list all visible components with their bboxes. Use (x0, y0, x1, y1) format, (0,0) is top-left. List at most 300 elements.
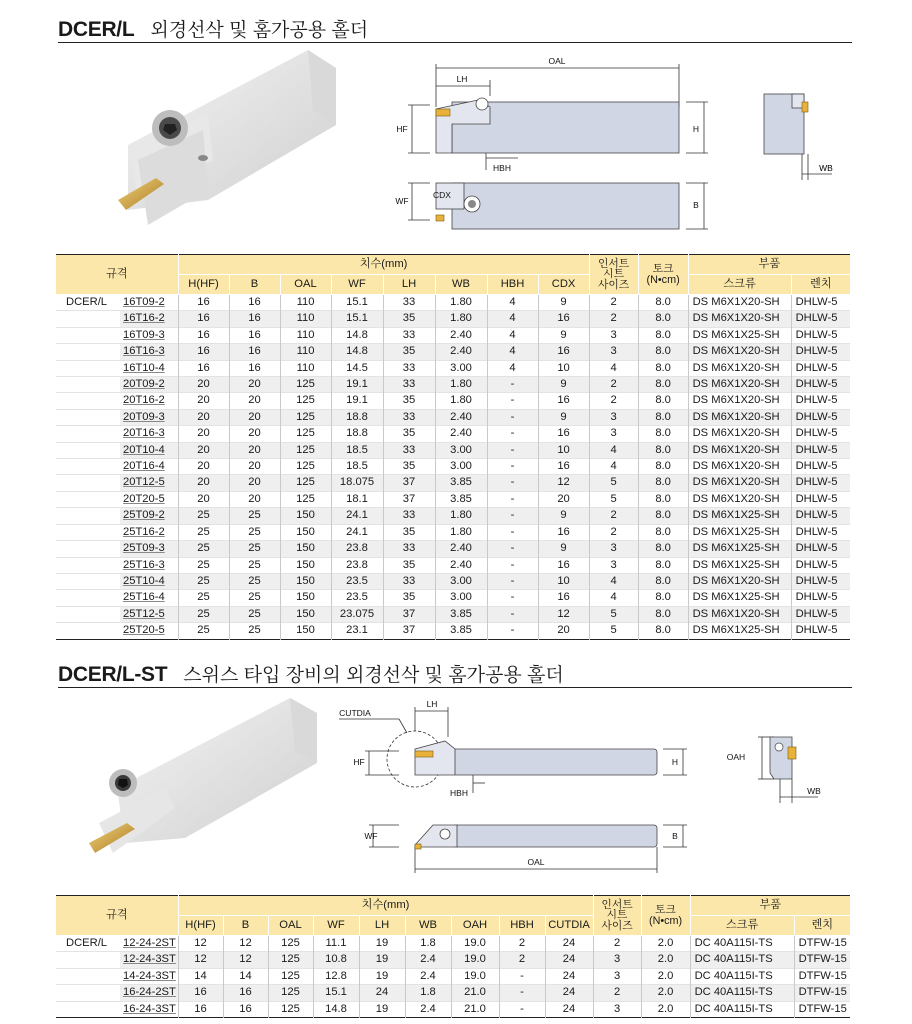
h-cell: 25 (178, 524, 229, 540)
hbh-cell: - (487, 459, 538, 475)
designation-cell: 20T12-5 (120, 475, 178, 491)
wf-cell: 19.1 (331, 377, 383, 393)
torque-cell: 8.0 (638, 557, 688, 573)
screw-cell: DC 40A115I-TS (690, 936, 794, 952)
wf-cell: 14.8 (331, 327, 383, 343)
b-cell: 25 (229, 557, 280, 573)
insert-cell: 2 (589, 295, 638, 311)
wf-cell: 23.5 (331, 590, 383, 606)
cdx-cell: 16 (538, 311, 589, 327)
lh-cell: 35 (383, 311, 435, 327)
designation-cell: 25T16-4 (120, 590, 178, 606)
series-cell (56, 327, 120, 343)
insert-cell: 3 (589, 541, 638, 557)
cdx-cell: 20 (538, 623, 589, 639)
torque-cell: 8.0 (638, 426, 688, 442)
screw-cell: DS M6X1X20-SH (688, 459, 791, 475)
oal-cell: 110 (280, 344, 331, 360)
lh-cell: 37 (383, 475, 435, 491)
insert-cell: 3 (589, 426, 638, 442)
lh-cell: 35 (383, 393, 435, 409)
designation-cell: 20T10-4 (120, 442, 178, 458)
b-cell: 25 (229, 541, 280, 557)
st-dim-label-wb: WB (807, 786, 821, 796)
b-cell: 16 (223, 1001, 268, 1017)
screw-cell: DS M6X1X20-SH (688, 311, 791, 327)
table-row (56, 311, 850, 327)
insert-cell: 4 (589, 459, 638, 475)
torque-cell: 2.0 (641, 985, 690, 1001)
oal-cell: 150 (280, 541, 331, 557)
h-cell: 16 (178, 344, 229, 360)
torque-cell: 8.0 (638, 360, 688, 376)
h-cell: 20 (178, 409, 229, 425)
table-row (56, 327, 850, 343)
st-header-hbh: HBH (499, 916, 545, 936)
st-header-wb: WB (405, 916, 451, 936)
dim-label-wb: WB (819, 163, 833, 173)
oal-cell: 110 (280, 327, 331, 343)
header-b: B (229, 275, 280, 295)
lh-cell: 35 (383, 524, 435, 540)
wf-cell: 14.8 (331, 344, 383, 360)
screw-cell: DS M6X1X20-SH (688, 426, 791, 442)
insert-cell: 2 (589, 508, 638, 524)
st-header-wf: WF (313, 916, 359, 936)
dcer-holder-product-image (108, 50, 348, 250)
table-row (56, 475, 850, 491)
torque-cell: 8.0 (638, 623, 688, 639)
designation-cell: 16T10-4 (120, 360, 178, 376)
series-cell (56, 442, 120, 458)
cdx-cell: 12 (538, 475, 589, 491)
wb-cell: 3.85 (435, 623, 487, 639)
torque-cell: 8.0 (638, 295, 688, 311)
h-cell: 16 (178, 295, 229, 311)
hbh-cell: 4 (487, 327, 538, 343)
oal-cell: 125 (280, 459, 331, 475)
lh-cell: 37 (383, 491, 435, 507)
b-cell: 25 (229, 524, 280, 540)
torque-cell: 8.0 (638, 524, 688, 540)
wrench-cell: DTFW-15 (794, 985, 850, 1001)
insert-cell: 2 (589, 524, 638, 540)
oal-cell: 125 (280, 491, 331, 507)
torque-cell: 8.0 (638, 573, 688, 589)
h-cell: 25 (178, 590, 229, 606)
series-cell (56, 508, 120, 524)
series-cell: DCER/L (66, 937, 108, 949)
st-header-torque: 토크 (N•cm) (641, 896, 690, 936)
wrench-cell: DHLW-5 (791, 311, 850, 327)
series-cell (56, 590, 120, 606)
dim-label-b: B (693, 200, 699, 210)
h-cell: 20 (178, 475, 229, 491)
cdx-cell: 9 (538, 327, 589, 343)
insert-cell: 2 (589, 311, 638, 327)
header-screw: 스크류 (688, 275, 791, 295)
wrench-cell: DHLW-5 (791, 409, 850, 425)
table-row (56, 952, 850, 968)
torque-cell: 8.0 (638, 491, 688, 507)
wf-cell: 15.1 (331, 311, 383, 327)
cdx-cell: 10 (538, 442, 589, 458)
screw-cell: DS M6X1X20-SH (688, 393, 791, 409)
oal-cell: 150 (280, 557, 331, 573)
wrench-cell: DHLW-5 (791, 606, 850, 622)
wf-cell: 23.8 (331, 557, 383, 573)
insert-cell: 2 (589, 377, 638, 393)
h-cell: 16 (178, 985, 223, 1001)
oal-cell: 150 (280, 606, 331, 622)
torque-cell: 8.0 (638, 606, 688, 622)
table-row (56, 590, 850, 606)
designation-cell: 14-24-3ST (120, 968, 178, 984)
wb-cell: 2.4 (405, 968, 451, 984)
wrench-cell: DTFW-15 (798, 969, 847, 982)
insert-cell: 4 (589, 442, 638, 458)
designation-cell: 16T09-3 (120, 327, 178, 343)
h-cell: 20 (178, 426, 229, 442)
h-cell: 12 (178, 936, 223, 952)
wrench-cell: DHLW-5 (795, 427, 838, 440)
screw-cell: DC 40A115I-TS (690, 968, 794, 984)
hbh-cell: - (487, 573, 538, 589)
screw-cell: DS M6X1X20-SH (688, 606, 791, 622)
torque-cell: 2.0 (641, 952, 690, 968)
hbh-cell: - (487, 557, 538, 573)
wb-cell: 1.80 (435, 524, 487, 540)
h-cell: 16 (178, 311, 229, 327)
header-dimensions: 치수(mm) (178, 255, 589, 275)
screw-cell: DS M6X1X25-SH (688, 524, 791, 540)
wf-cell: 10.8 (313, 952, 359, 968)
cdx-cell: 16 (538, 524, 589, 540)
wb-cell: 3.00 (435, 360, 487, 376)
b-cell: 20 (229, 377, 280, 393)
b-cell: 25 (229, 573, 280, 589)
wb-cell: 1.80 (435, 508, 487, 524)
lh-cell: 35 (383, 557, 435, 573)
header-torque: 토크 (N•cm) (638, 255, 688, 295)
lh-cell: 35 (383, 459, 435, 475)
cutdia-cell: 24 (545, 936, 593, 952)
st-dim-label-lh: LH (426, 699, 438, 709)
designation-cell: 16-24-3ST (120, 1001, 178, 1017)
designation-cell: 25T16-2 (120, 524, 178, 540)
hbh-cell: - (487, 524, 538, 540)
hbh-cell: - (487, 442, 538, 458)
st-header-oah: OAH (451, 916, 499, 936)
series-cell: DCER/L (66, 296, 108, 308)
b-cell: 20 (229, 442, 280, 458)
insert-cell: 5 (589, 606, 638, 622)
h-cell: 16 (178, 360, 229, 376)
dcer-end-view-drawing (752, 88, 842, 184)
torque-cell: 8.0 (638, 508, 688, 524)
cdx-cell: 20 (538, 491, 589, 507)
wb-cell: 1.80 (435, 393, 487, 409)
series-cell (56, 623, 120, 639)
wf-cell: 18.8 (331, 426, 383, 442)
series-cell (56, 426, 120, 442)
wrench-cell: DHLW-5 (791, 344, 850, 360)
section-1-description: 외경선삭 및 홈가공용 홀더 (150, 20, 369, 41)
header-cdx: CDX (538, 275, 589, 295)
screw-cell: DS M6X1X20-SH (688, 475, 791, 491)
screw-cell: DS M6X1X20-SH (688, 344, 791, 360)
torque-cell: 2.0 (641, 1001, 690, 1017)
lh-cell: 19 (359, 1001, 405, 1017)
dcer-spec-table (56, 254, 850, 640)
wf-cell: 23.5 (331, 573, 383, 589)
b-cell: 12 (223, 936, 268, 952)
series-cell (56, 573, 120, 589)
wf-cell: 23.1 (331, 623, 383, 639)
wb-cell: 2.40 (435, 541, 487, 557)
b-cell: 20 (229, 409, 280, 425)
dim-label-hf: HF (396, 124, 408, 134)
header-lh: LH (383, 275, 435, 295)
lh-cell: 33 (383, 573, 435, 589)
st-dim-label-hbh: HBH (450, 788, 468, 798)
oal-cell: 125 (280, 409, 331, 425)
wrench-cell: DTFW-15 (794, 952, 850, 968)
hbh-cell: 2 (499, 952, 545, 968)
st-header-wrench: 렌치 (794, 916, 850, 936)
wb-cell: 2.40 (435, 327, 487, 343)
lh-cell: 24 (359, 985, 405, 1001)
wb-cell: 1.80 (435, 377, 487, 393)
header-hbh: HBH (487, 275, 538, 295)
b-cell: 25 (229, 623, 280, 639)
series-cell (56, 952, 120, 968)
oal-cell: 150 (280, 590, 331, 606)
insert-cell: 4 (589, 590, 638, 606)
st-dim-label-wf: WF (364, 831, 378, 841)
screw-cell: DS M6X1X25-SH (688, 557, 791, 573)
wrench-cell: DHLW-5 (795, 492, 838, 505)
series-cell (56, 311, 120, 327)
cdx-cell: 9 (538, 541, 589, 557)
hbh-cell: - (487, 623, 538, 639)
st-header-h-hf: H(HF) (178, 916, 223, 936)
insert-cell: 3 (589, 344, 638, 360)
series-cell (56, 393, 120, 409)
screw-cell: DS M6X1X20-SH (688, 491, 791, 507)
hbh-cell: - (487, 508, 538, 524)
wf-cell: 14.5 (331, 360, 383, 376)
insert-cell: 3 (593, 952, 641, 968)
st-header-oal: OAL (268, 916, 313, 936)
wb-cell: 2.40 (435, 426, 487, 442)
hbh-cell: - (487, 426, 538, 442)
lh-cell: 33 (383, 508, 435, 524)
wb-cell: 2.4 (405, 1001, 451, 1017)
cdx-cell: 16 (538, 426, 589, 442)
h-cell: 20 (178, 459, 229, 475)
section-2-code: DCER/L-ST (58, 663, 168, 686)
wf-cell: 18.8 (331, 409, 383, 425)
insert-cell: 2 (593, 985, 641, 1001)
b-cell: 16 (229, 344, 280, 360)
wrench-cell: DTFW-15 (798, 937, 847, 949)
designation-cell: 25T09-2 (120, 508, 178, 524)
cutdia-cell: 24 (545, 1001, 593, 1017)
dim-label-h: H (692, 124, 700, 134)
series-cell (56, 459, 120, 475)
table-row (56, 573, 850, 589)
designation-cell: 25T10-4 (120, 573, 178, 589)
cdx-cell: 16 (538, 557, 589, 573)
lh-cell: 35 (383, 426, 435, 442)
lh-cell: 33 (383, 541, 435, 557)
wrench-cell: DHLW-5 (795, 624, 838, 637)
st-header-lh: LH (359, 916, 405, 936)
table-row (56, 1001, 850, 1017)
oal-cell: 125 (268, 936, 313, 952)
designation-cell: 16-24-2ST (120, 985, 178, 1001)
table-row (56, 936, 850, 952)
designation-cell: 20T16-2 (120, 393, 178, 409)
st-dim-label-oal: OAL (527, 857, 545, 867)
dim-label-lh: LH (456, 74, 468, 84)
oal-cell: 125 (268, 1001, 313, 1017)
header-h-hf: H(HF) (178, 275, 229, 295)
series-cell (56, 409, 120, 425)
hbh-cell: - (487, 606, 538, 622)
oal-cell: 125 (280, 442, 331, 458)
hbh-cell: 4 (487, 295, 538, 311)
designation-cell: 25T09-3 (120, 541, 178, 557)
wf-cell: 18.5 (331, 442, 383, 458)
designation-cell: 16T16-2 (120, 311, 178, 327)
wf-cell: 15.1 (331, 295, 383, 311)
lh-cell: 35 (383, 590, 435, 606)
st-header-dimensions: 치수(mm) (178, 896, 593, 916)
b-cell: 16 (229, 360, 280, 376)
b-cell: 25 (229, 590, 280, 606)
table-row (56, 360, 850, 376)
oah-cell: 21.0 (451, 1001, 499, 1017)
h-cell: 25 (178, 541, 229, 557)
cdx-cell: 12 (538, 606, 589, 622)
wrench-cell: DHLW-5 (795, 361, 838, 374)
b-cell: 20 (229, 393, 280, 409)
series-cell (56, 606, 120, 622)
hbh-cell: - (487, 590, 538, 606)
st-dim-label-hf: HF (353, 757, 365, 767)
designation-cell: 25T12-5 (120, 606, 178, 622)
insert-cell: 4 (589, 573, 638, 589)
cdx-cell: 16 (538, 393, 589, 409)
section-1-title (58, 10, 852, 43)
insert-cell: 5 (589, 475, 638, 491)
cutdia-cell: 24 (545, 985, 593, 1001)
hbh-cell: - (487, 377, 538, 393)
wf-cell: 18.5 (331, 459, 383, 475)
cdx-cell: 9 (538, 508, 589, 524)
designation-cell: 20T16-3 (120, 426, 178, 442)
torque-cell: 8.0 (638, 442, 688, 458)
oal-cell: 125 (280, 475, 331, 491)
lh-cell: 33 (383, 377, 435, 393)
st-header-insert-seat-size: 인서트 시트 사이즈 (593, 896, 641, 936)
series-cell (56, 475, 120, 491)
table-row (56, 459, 850, 475)
hbh-cell: 2 (499, 936, 545, 952)
cdx-cell: 9 (538, 409, 589, 425)
wf-cell: 23.8 (331, 541, 383, 557)
torque-cell: 2.0 (641, 936, 690, 952)
wb-cell: 3.85 (435, 491, 487, 507)
dim-label-oal: OAL (548, 56, 566, 66)
dcer-dimension-drawing (390, 52, 720, 242)
hbh-cell: - (487, 409, 538, 425)
h-cell: 20 (178, 377, 229, 393)
wb-cell: 3.00 (435, 459, 487, 475)
insert-cell: 3 (593, 968, 641, 984)
wrench-cell: DHLW-5 (795, 394, 838, 407)
hbh-cell: - (487, 475, 538, 491)
wrench-cell: DTFW-15 (798, 1002, 847, 1015)
torque-cell: 8.0 (638, 344, 688, 360)
series-cell (56, 1001, 120, 1017)
series-cell (56, 360, 120, 376)
hbh-cell: 4 (487, 360, 538, 376)
b-cell: 20 (229, 491, 280, 507)
cutdia-cell: 24 (545, 968, 593, 984)
wb-cell: 1.8 (405, 936, 451, 952)
oah-cell: 21.0 (451, 985, 499, 1001)
wf-cell: 12.8 (313, 968, 359, 984)
wb-cell: 3.00 (435, 442, 487, 458)
oal-cell: 125 (268, 968, 313, 984)
insert-cell: 3 (589, 557, 638, 573)
series-cell (56, 524, 120, 540)
table-row (56, 295, 850, 311)
screw-cell: DS M6X1X25-SH (688, 541, 791, 557)
wrench-cell: DHLW-5 (791, 442, 850, 458)
hbh-cell: - (487, 541, 538, 557)
lh-cell: 33 (383, 360, 435, 376)
designation-cell: 20T16-4 (120, 459, 178, 475)
series-cell (56, 557, 120, 573)
header-wb: WB (435, 275, 487, 295)
section-1-code: DCER/L (58, 18, 135, 41)
insert-cell: 5 (589, 623, 638, 639)
torque-cell: 8.0 (638, 459, 688, 475)
h-cell: 16 (178, 327, 229, 343)
table-row (56, 426, 850, 442)
b-cell: 20 (229, 459, 280, 475)
torque-cell: 2.0 (641, 968, 690, 984)
cdx-cell: 16 (538, 459, 589, 475)
oal-cell: 125 (280, 426, 331, 442)
dcer-st-end-view-drawing (722, 733, 832, 805)
screw-cell: DS M6X1X25-SH (688, 623, 791, 639)
header-insert-seat-size: 인서트 시트 사이즈 (589, 255, 638, 295)
wf-cell: 23.075 (331, 606, 383, 622)
b-cell: 16 (223, 985, 268, 1001)
hbh-cell: 4 (487, 311, 538, 327)
oal-cell: 110 (280, 295, 331, 311)
h-cell: 20 (178, 393, 229, 409)
b-cell: 25 (229, 508, 280, 524)
table-row (56, 557, 850, 573)
st-header-b: B (223, 916, 268, 936)
series-cell (56, 985, 120, 1001)
